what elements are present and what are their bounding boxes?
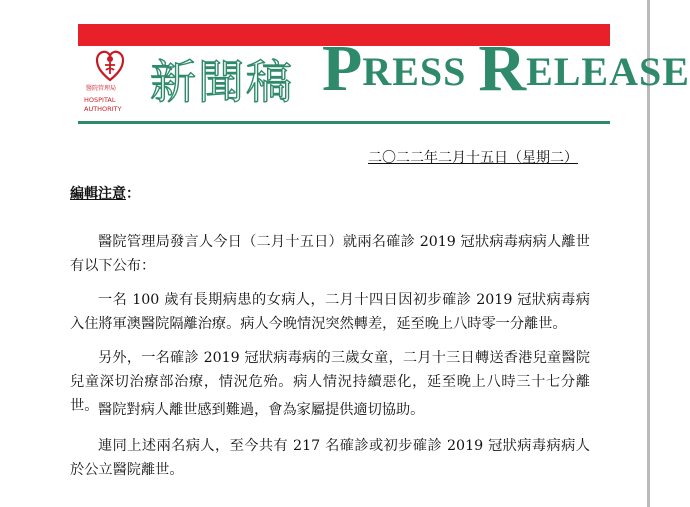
editor-note-label: 編輯注意 (70, 186, 126, 202)
title-en-rest-ress: RESS (362, 49, 467, 94)
paragraph-1: 醫院管理局發言人今日（二月十五日）就兩名確診 2019 冠狀病毒病病人離世有以下公布： (70, 234, 590, 274)
paragraph-3: 另外，一名確診 2019 冠狀病毒病的三歲女童，二月十三日轉送香港兒童醫院兒童深切治療部治療，情況危殆。病人情況持續惡化，延至晚上八時三十七分離世。 (70, 350, 590, 414)
hospital-authority-logo (84, 50, 146, 116)
title-en-initial-r: R (478, 32, 527, 105)
paragraph-5: 連同上述兩名病人，至今共有 217 名確診或初步確診 2019 冠狀病毒病病人於公立醫院離世。 (70, 438, 590, 478)
paragraph-4: 醫院對病人離世感到難過，會為家屬提供適切協助。 (98, 402, 425, 418)
header-green-rule (78, 121, 610, 124)
title-en-initial-p: P (322, 32, 363, 105)
title-en (322, 32, 690, 126)
title-en-rest-elease: ELEASE (526, 49, 690, 94)
editor-note (70, 183, 140, 203)
paragraph-2: 一名 100 歲有長期病患的女病人，二月十四日因初步確診 2019 冠狀病毒病入住將軍澳醫院隔離治療。病人今晚情況突然轉差，延至晚上八時零一分離世。 (70, 292, 590, 332)
heart-logo-icon (96, 50, 124, 84)
release-date: 二〇二二年二月十五日（星期二） (368, 150, 578, 166)
editor-note-colon: ： (126, 186, 140, 202)
logo-org-en-line2: AUTHORITY (84, 105, 122, 113)
logo-org-zh: 醫院管理局 (86, 85, 117, 92)
logo-org-en-line1: HOSPITAL (84, 96, 116, 104)
title-zh: 新聞稿 (150, 55, 294, 109)
